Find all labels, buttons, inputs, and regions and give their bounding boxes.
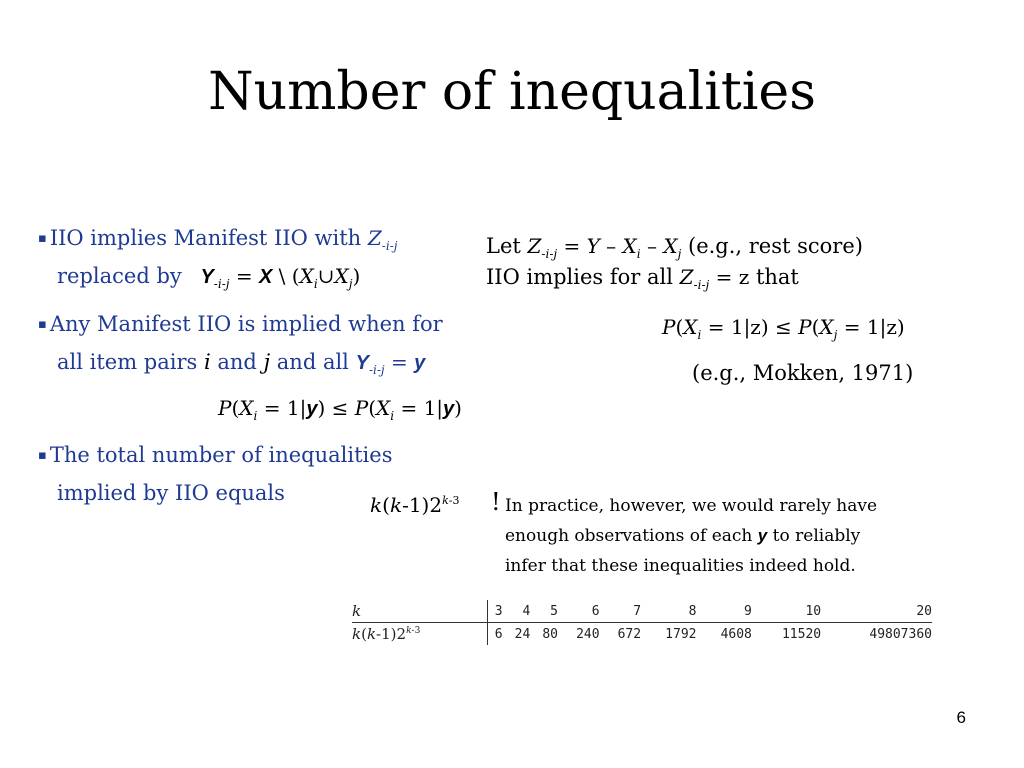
- bullet-2-text-a: all item pairs: [57, 350, 198, 374]
- slide-title: Number of inequalities: [208, 62, 816, 122]
- bullet-3-text-2: implied by IIO equals: [57, 481, 285, 505]
- table-cell: 6: [558, 600, 600, 623]
- row-header-k: k: [352, 600, 488, 623]
- bullet-2-line-1: [38, 312, 443, 336]
- table-cell: 4: [503, 600, 531, 623]
- bullet-2-text: Any Manifest IIO is implied when for: [49, 312, 443, 336]
- iio-statement: [486, 265, 799, 292]
- formula-y-minus-ij: $Y_{-i-j} = X$ \ $(X_i\cup X_j)$: [200, 264, 361, 291]
- var-y: y: [757, 526, 768, 545]
- bullet-marker: ▪: [38, 317, 47, 332]
- formula-iio-given-z: $P(X_i = 1|z) \le P(X_j = 1|z)$: [662, 315, 905, 342]
- table-cell: 1792: [665, 626, 697, 642]
- table-cell: 5: [530, 600, 558, 623]
- table-cell: 3: [488, 600, 503, 623]
- exclamation-mark: !: [491, 488, 501, 516]
- note-line-2-b: to reliably: [772, 526, 861, 546]
- table-cell: 10: [752, 600, 821, 623]
- bullet-marker: ▪: [38, 231, 47, 246]
- table-cell: 24: [514, 626, 531, 642]
- bullet-2-line-2: all item pairs i and j and all $Y_{-i-j} = y$: [57, 350, 426, 377]
- table-row-counts: [352, 623, 932, 646]
- formula-y-equals-y: $Y_{-i-j} = y$: [355, 350, 426, 377]
- bullet-2-text-c: and all: [276, 350, 349, 374]
- table-cell: 6: [494, 626, 503, 642]
- bullet-1-text: IIO implies Manifest IIO with: [49, 226, 362, 250]
- table-cell: 7: [600, 600, 642, 623]
- table-row-k: [352, 600, 932, 623]
- iio-prefix: IIO implies for all: [486, 265, 673, 289]
- table-cell: 80: [542, 626, 558, 642]
- bullet-1-text-2: replaced by: [57, 264, 182, 288]
- bullet-3-line-1: [38, 443, 392, 467]
- table-cell: 240: [576, 626, 600, 642]
- table-cell: 49807360: [869, 626, 932, 642]
- table-cell: 9: [696, 600, 751, 623]
- formula-manifest-iio: $P(X_i = 1|y) \le P(X_i = 1|y)$: [218, 396, 462, 423]
- table-cell: 8: [641, 600, 696, 623]
- note-line-3: infer that these inequalities indeed hold.: [505, 556, 856, 576]
- note-line-2-a: enough observations of each: [505, 526, 753, 546]
- formula-count-inequalities: k(k-1)2$^{k-3}$: [370, 493, 460, 517]
- bullet-3-line-2: [57, 481, 285, 505]
- reference-citation: (e.g., Mokken, 1971): [692, 361, 914, 385]
- note-line-1: In practice, however, we would rarely have: [505, 496, 878, 516]
- table-cell: 11520: [781, 626, 822, 642]
- bullet-2-text-b: and: [217, 350, 257, 374]
- iio-suffix: that: [755, 265, 799, 289]
- note-line-2: [505, 521, 877, 551]
- let-prefix: Let: [486, 234, 521, 258]
- table-cell: 20: [821, 600, 932, 623]
- row-header-formula: k(k-1)2$^{k-3}$: [352, 623, 488, 646]
- practice-note: [505, 491, 877, 581]
- formula-let-z: $Z_{-i-j} = Y - X_i - X_j$: [527, 234, 682, 261]
- bullet-3-text: The total number of inequalities: [49, 443, 393, 467]
- inequality-count-table: [352, 600, 932, 645]
- let-suffix: (e.g., rest score): [688, 234, 863, 258]
- formula-z-minus-ij: $Z_{-i-j}$: [367, 226, 398, 253]
- bullet-1-line-1: [38, 226, 397, 253]
- table-cell: 672: [617, 626, 642, 642]
- page-number: 6: [956, 708, 966, 727]
- table-cell: 4608: [720, 626, 752, 642]
- bullet-1-line-2: [57, 264, 360, 291]
- bullet-marker: ▪: [38, 448, 47, 463]
- let-definition: [486, 234, 863, 261]
- formula-z-equals: $Z_{-i-j} = z$: [679, 265, 750, 292]
